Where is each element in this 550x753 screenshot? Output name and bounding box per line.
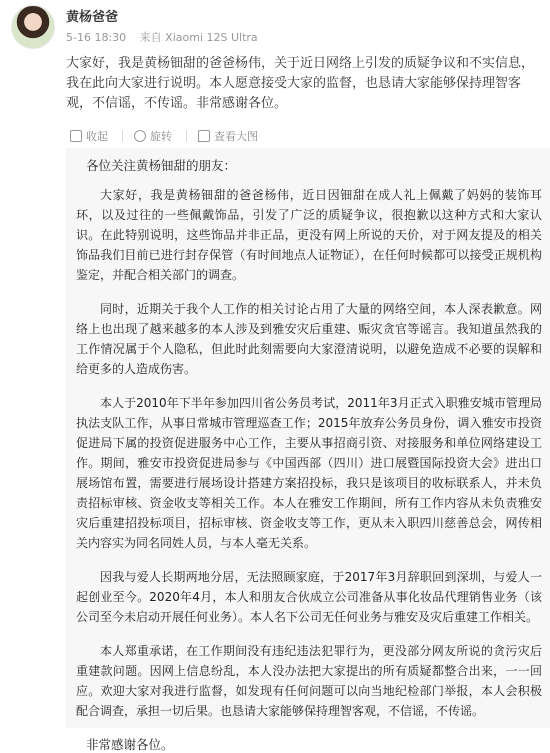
post-device: 来自 Xiaomi 12S Ultra [139, 31, 258, 44]
fold-button[interactable] [70, 128, 108, 144]
rotate-label: 旋转 [150, 130, 172, 143]
rotate-button[interactable] [134, 128, 172, 144]
statement-paragraph: 本人郑重承诺，在工作期间没有违纪违法犯罪行为，更没部分网友所说的贪污灾后重建款问题。因网上信息纷乱，本人没办法把大家提出的所有质疑都整合出来，一一回应。欢迎大家对我进行监督，如发现有任何问题可以向当地纪检部门举报，本人会积极配合调查，承担一切后果。也恳请大家能够保持理智客观，不信谣，不传谣。 [76, 644, 542, 718]
statement-paragraph: 大家好，我是黄杨钿甜的爸爸杨伟，近日因钿甜在成人礼上佩戴了妈妈的装饰耳环，以及过往的一些佩戴饰品，引发了广泛的质疑争议，很抱歉以这种方式和大家认识。在此特别说明，这些饰品并非正品，更没有网上所说的天价，对于网友提及的相关饰品我们目前已进行封存保管（有时间地点人证物证），在任何时候都可以接受正规机构鉴定，并配合相关部门的调查。 [76, 188, 542, 282]
rotate-icon [134, 130, 146, 142]
statement-greeting: 各位关注黄杨钿甜的朋友： [86, 158, 237, 173]
username[interactable]: 黄杨爸爸 [66, 10, 119, 25]
image-actions-bar [0, 126, 550, 148]
post-time: 5-16 18:30 [66, 31, 127, 44]
statement-closing: 非常感谢各位。 [86, 737, 174, 752]
view-image-label: 查看大图 [214, 130, 258, 143]
statement-content [76, 156, 542, 753]
post-header [0, 0, 550, 52]
fold-icon [70, 130, 82, 142]
view-image-icon [198, 130, 210, 142]
view-image-button[interactable] [198, 128, 258, 144]
statement-image[interactable] [66, 148, 550, 752]
action-divider [186, 130, 187, 142]
statement-paragraph: 本人于2010年下半年参加四川省公务员考试，2011年3月正式入职雅安城市管理局执法支队工作，从事日常城市管理巡查工作；2015年放弃公务员身份，调入雅安市投资促进局下属的投资促进服务中心工作，主要从事招商引资、对接服务和单位网络建设工作。期间，雅安市投资促进局参与《中国西部（四川）进口展暨国际投资大会》进出口展场馆布置，需要进行展场设计搭建方案招投标，我只是该项目的收标联系人，并未负责招标审核、资金收支等相关工作。本人在雅安工作期间，所有工作内容从未负责雅安灾后重建招投标项目，招标审核、资金收支等工作，更从未入职四川慈善总会，网传相关内容实为同名同姓人员，与本人毫无关系。 [76, 396, 542, 550]
post-text: 大家好，我是黄杨钿甜的爸爸杨伟，关于近日网络上引发的质疑争议和不实信息，我在此向大家进行说明。本人愿意接受大家的监督，也恳请大家能够保持理智客观，不信谣，不传谣。非常感谢各位。 [66, 56, 535, 111]
action-divider [122, 130, 123, 142]
fold-label: 收起 [86, 130, 108, 143]
post-meta [66, 29, 258, 45]
avatar[interactable] [11, 5, 55, 49]
statement-paragraph: 同时，近期关于我个人工作的相关讨论占用了大量的网络空间，本人深表歉意。网络上也出现了越来越多的本人涉及到雅安灾后重建、赈灾贪官等谣言。我知道虽然我的工作情况属于个人隐私，但此时此刻需要向大家澄清说明，以避免造成不必要的误解和给更多的人造成伤害。 [76, 302, 542, 376]
statement-paragraph: 因我与爱人长期两地分居，无法照顾家庭，于2017年3月辞职回到深圳，与爱人一起创业至今。2020年4月，本人和朋友合伙成立公司准备从事化妆品代理销售业务（该公司至今未启动开展任何业务）。本人名下公司无任何业务与雅安及灾后重建工作相关。 [76, 570, 542, 624]
